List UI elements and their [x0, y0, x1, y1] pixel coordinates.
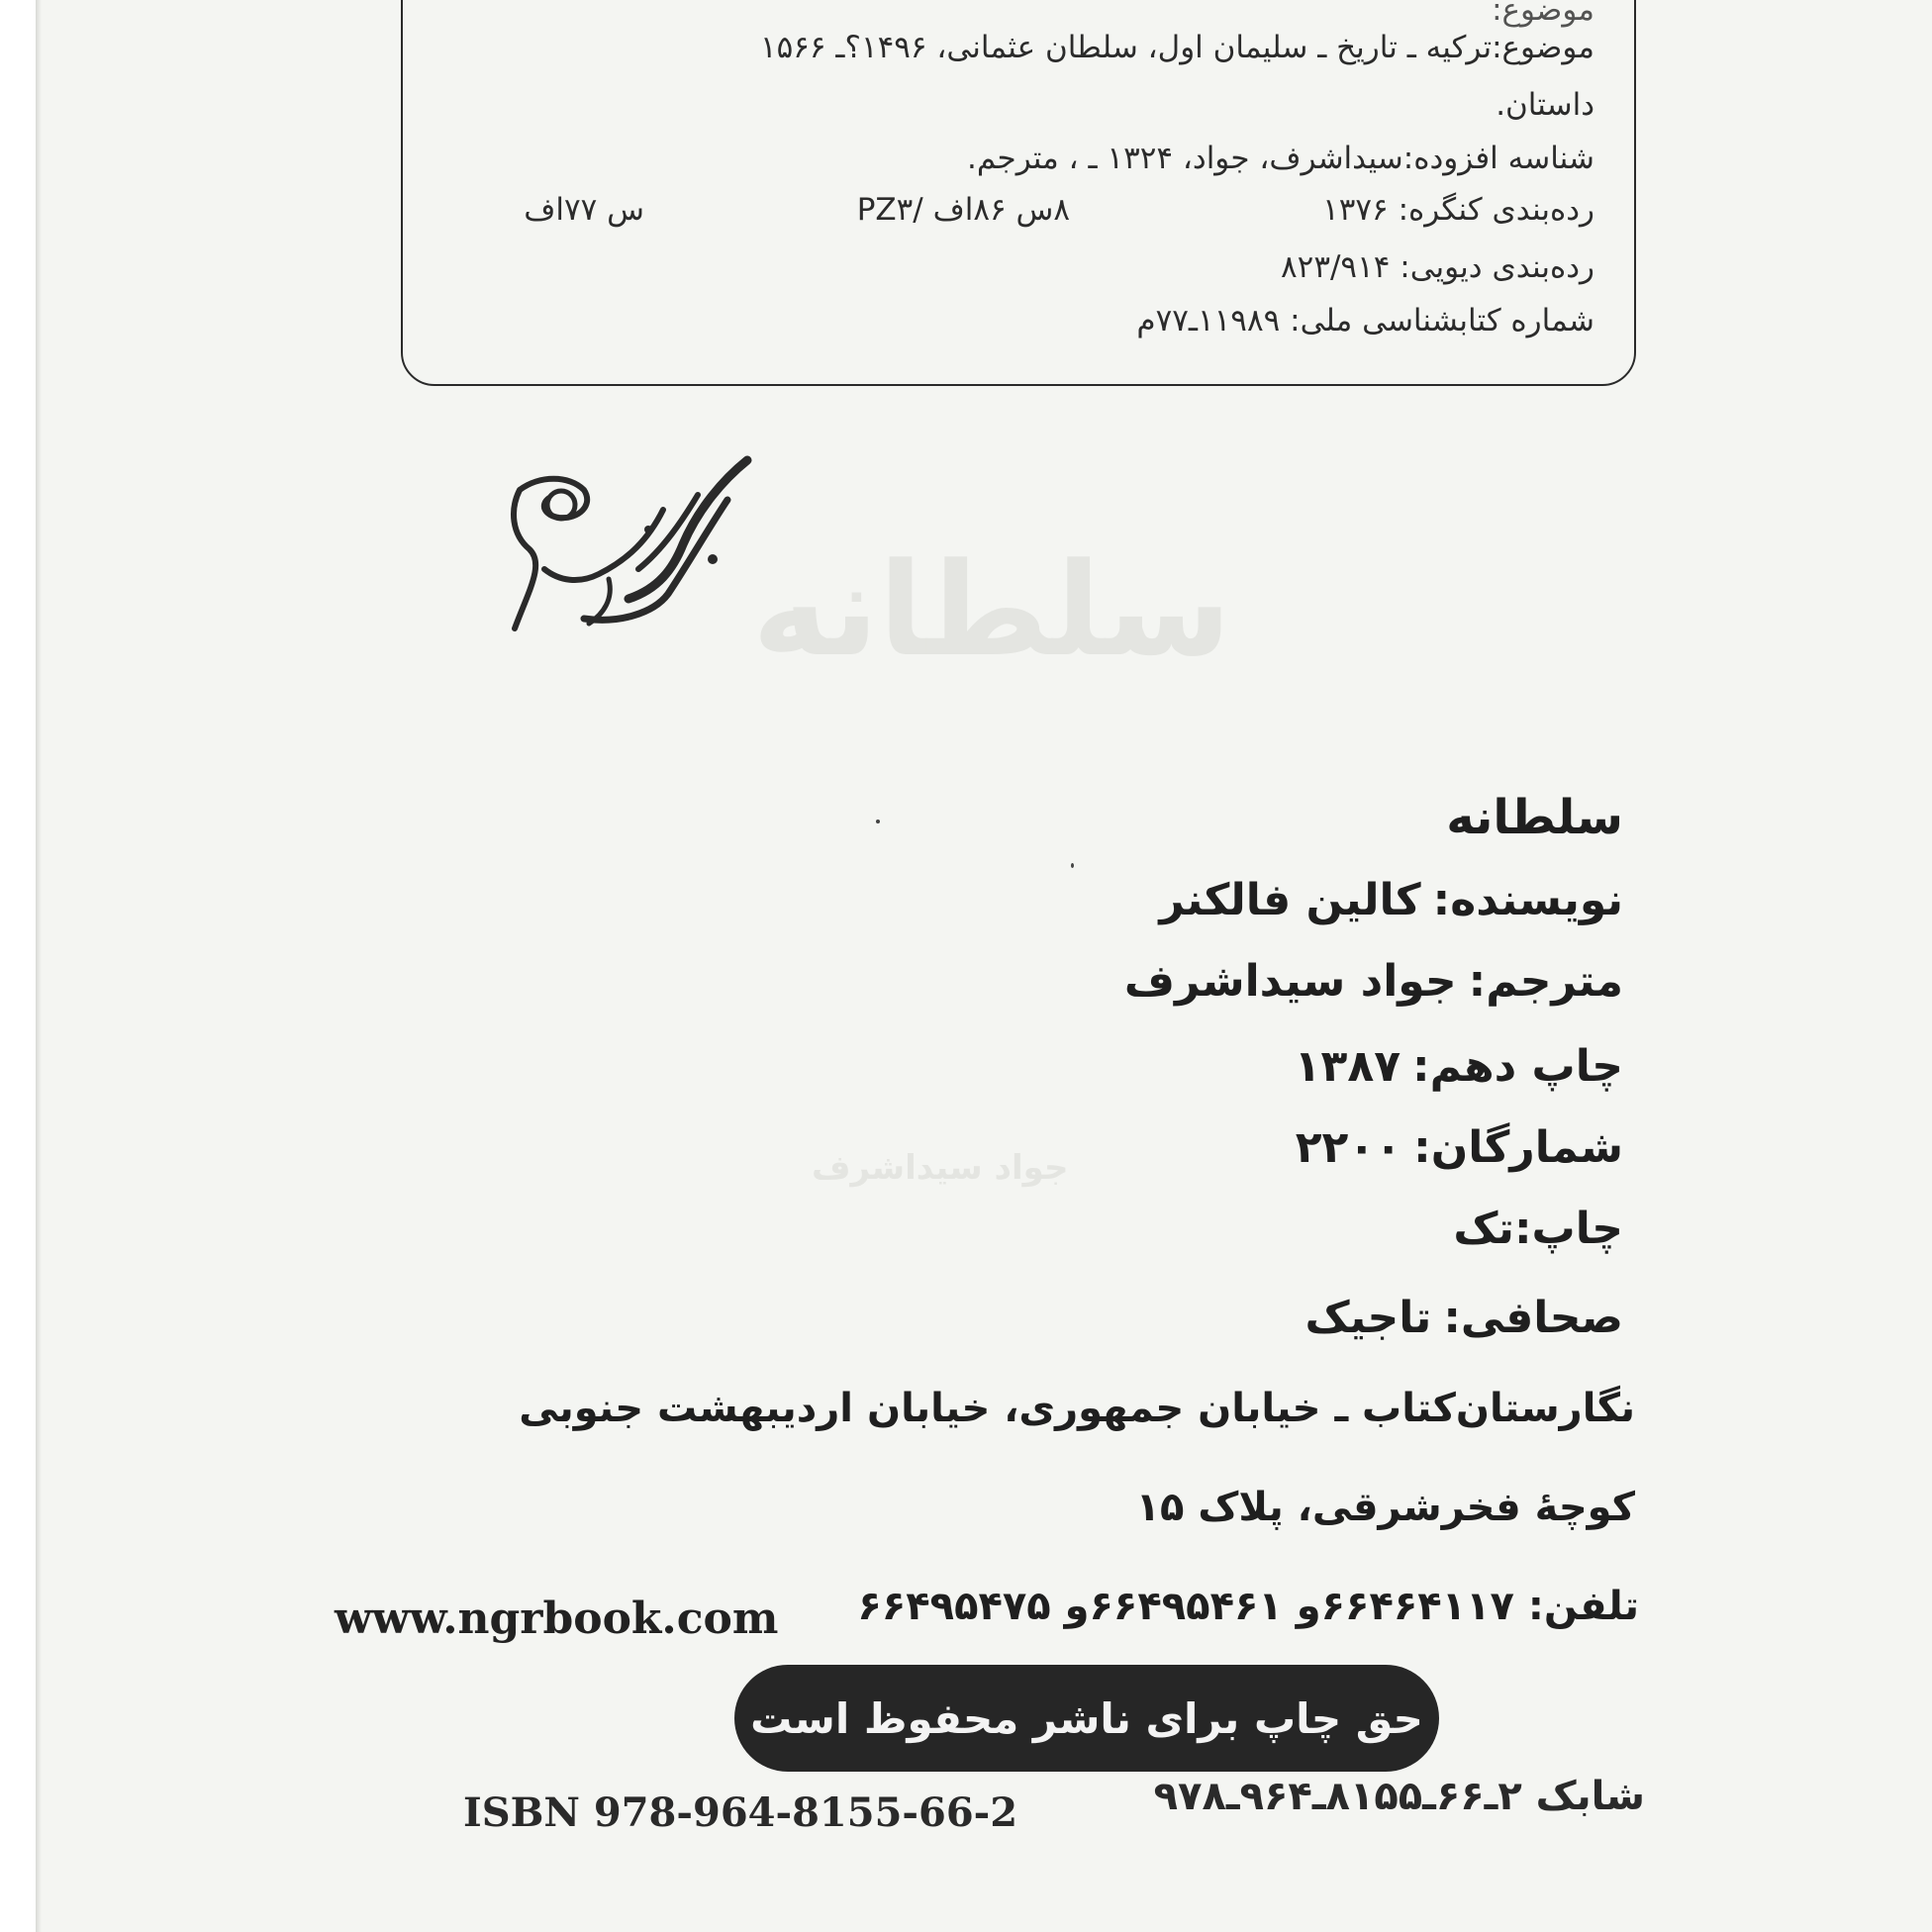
printing-line: [1453, 1204, 1623, 1254]
binding-label: صحافی:: [1443, 1293, 1623, 1343]
book-title: سلطانه: [1446, 790, 1623, 845]
edition-label: چاپ دهم:: [1412, 1041, 1623, 1092]
isbn-latin: ISBN 978-964-8155-66-2: [463, 1789, 1018, 1836]
phone-line: تلفن: ۶۶۴۶۴۱۱۷و ۶۶۴۹۵۴۶۱و ۶۶۴۹۵۴۷۵: [857, 1584, 1639, 1629]
copyright-notice: حق چاپ برای ناشر محفوظ است: [734, 1665, 1439, 1772]
catalog-lc-classification: [438, 192, 1594, 236]
translator-line: [1124, 956, 1623, 1007]
print-run-line: [1296, 1122, 1623, 1173]
translator-name: جواد سیداشرف: [1123, 956, 1457, 1007]
translator-label: مترجم:: [1468, 956, 1623, 1007]
catalog-lc-label: رده‌بندی کنگره: ۱۳۷۶: [1322, 192, 1594, 228]
publisher-calligraphy-icon: [500, 450, 767, 638]
isbn-persian: شابک ۲ـ۶۶ـ۸۱۵۵ـ۹۶۴ـ۹۷۸: [1153, 1774, 1645, 1819]
printing-label: چاپ:: [1513, 1204, 1623, 1254]
publisher-website: www.ngrbook.com: [335, 1594, 779, 1644]
bleed-through-subtitle: جواد سیداشرف: [812, 1148, 1069, 1188]
page-edge-shadow: [36, 0, 42, 1932]
catalog-lc-mid: ۸س ۸۶اف /PZ۳: [856, 192, 1070, 228]
catalog-subject: موضوع:ترکیه ـ تاریخ ـ سلیمان اول، سلطان عثمانی، ۱۴۹۶؟ـ ۱۵۶۶: [759, 30, 1594, 65]
binding-line: [1305, 1293, 1623, 1343]
address-line-1: نگارستان‌کتاب ـ خیابان جمهوری، خیابان اردیبهشت جنوبی: [519, 1386, 1635, 1431]
print-speck: [876, 820, 880, 823]
print-speck: [1071, 863, 1074, 868]
address-line-2: کوچهٔ فخرشرقی، پلاک ۱۵: [1135, 1485, 1635, 1530]
print-run-value: ۲۲۰۰: [1295, 1122, 1402, 1173]
print-run-label: شمارگان:: [1413, 1122, 1623, 1173]
printing-value: تک: [1453, 1204, 1514, 1254]
catalog-cut-line: موضوع:: [1492, 0, 1594, 28]
author-label: نویسنده:: [1432, 875, 1623, 925]
catalog-lc-end: س ۷۷اف: [524, 192, 644, 228]
edition-line: [1295, 1041, 1623, 1092]
author-line: [1159, 875, 1623, 925]
catalog-national-number: شماره کتابشناسی ملی: ۱۱۹۸۹ـ۷۷م: [1136, 303, 1594, 338]
catalog-subject-cont: داستان.: [1496, 87, 1594, 123]
author-name: کالین فالکنر: [1159, 875, 1421, 925]
edition-year: ۱۳۸۷: [1294, 1041, 1401, 1092]
catalog-added-entry: شناسه افزوده:سیداشرف، جواد، ۱۳۲۴ ـ ، مترجم.: [967, 141, 1594, 176]
publisher-logo: [500, 450, 767, 638]
cataloging-box: [401, 0, 1636, 386]
catalog-dewey: رده‌بندی دیویی: ۸۲۳/۹۱۴: [1281, 249, 1594, 285]
binding-value: تاجیک: [1304, 1293, 1432, 1343]
bleed-through-title: سلطانه: [752, 534, 1232, 685]
